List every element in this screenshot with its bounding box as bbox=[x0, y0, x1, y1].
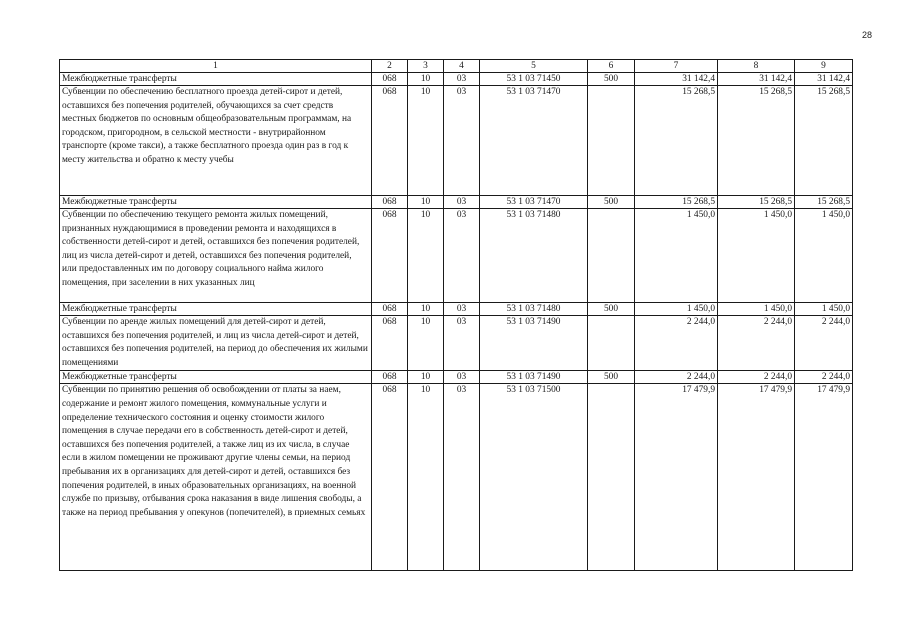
amount-col7: 17 479,9 bbox=[635, 384, 718, 571]
row-name: Субвенции по принятию решения об освобождении от платы за наем, содержание и ремонт жилого помещения, коммунальные услуги и определение технического состояния и оценку стоимости жилого помещения в случае передачи его в собственность детей-сирот и детей, оставшихся без попечения родителей, а также лиц из их числа, в случае если в жилом помещении не проживают другие члены семьи, на период пребывания их в организациях для детей-сирот и детей, оставшихся без попечения родителей, в иных образовательных организациях, на военной службе по призыву, отбывания срока наказания в виде лишения свободы, а также на период пребывания у опекунов (попечителей), в приемных семьях bbox=[60, 384, 372, 571]
row-name: Межбюджетные трансферты bbox=[60, 303, 372, 316]
amount-col9: 2 244,0 bbox=[795, 371, 853, 384]
subsection-code: 03 bbox=[444, 303, 480, 316]
expense-type bbox=[588, 384, 635, 571]
subsection-code: 03 bbox=[444, 384, 480, 571]
subsection-code: 03 bbox=[444, 316, 480, 371]
amount-col8: 31 142,4 bbox=[718, 73, 795, 86]
target-code: 53 1 03 71490 bbox=[480, 371, 588, 384]
subsection-code: 03 bbox=[444, 86, 480, 196]
subsection-code: 03 bbox=[444, 196, 480, 209]
amount-col9: 1 450,0 bbox=[795, 209, 853, 303]
target-code: 53 1 03 71470 bbox=[480, 86, 588, 196]
amount-col9: 17 479,9 bbox=[795, 384, 853, 571]
row-name: Субвенции по обеспечению бесплатного проезда детей-сирот и детей, оставшихся без попечения родителей, обучающихся за счет средств местных бюджетов по основным общеобразовательным программам, на городском, пригородном, в сельской местности - внутрирайонном транспорте (кроме такси), а также бесплатного проезда один раз в год к месту жительства и обратно к месту учебы bbox=[60, 86, 372, 196]
subsection-code: 03 bbox=[444, 73, 480, 86]
amount-col9: 2 244,0 bbox=[795, 316, 853, 371]
subsection-code: 03 bbox=[444, 209, 480, 303]
ministry-code: 068 bbox=[372, 196, 408, 209]
expense-type: 500 bbox=[588, 371, 635, 384]
section-code: 10 bbox=[408, 371, 444, 384]
header-cell: 3 bbox=[408, 60, 444, 73]
amount-col9: 31 142,4 bbox=[795, 73, 853, 86]
section-code: 10 bbox=[408, 196, 444, 209]
target-code: 53 1 03 71480 bbox=[480, 209, 588, 303]
section-code: 10 bbox=[408, 209, 444, 303]
table-row bbox=[60, 73, 853, 86]
amount-col8: 17 479,9 bbox=[718, 384, 795, 571]
ministry-code: 068 bbox=[372, 86, 408, 196]
amount-col7: 1 450,0 bbox=[635, 209, 718, 303]
amount-col7: 1 450,0 bbox=[635, 303, 718, 316]
section-code: 10 bbox=[408, 316, 444, 371]
amount-col9: 15 268,5 bbox=[795, 196, 853, 209]
subsection-code: 03 bbox=[444, 371, 480, 384]
header-cell: 7 bbox=[635, 60, 718, 73]
table-row bbox=[60, 209, 853, 303]
expense-type: 500 bbox=[588, 303, 635, 316]
header-cell: 9 bbox=[795, 60, 853, 73]
table-row bbox=[60, 303, 853, 316]
ministry-code: 068 bbox=[372, 209, 408, 303]
section-code: 10 bbox=[408, 303, 444, 316]
amount-col7: 31 142,4 bbox=[635, 73, 718, 86]
ministry-code: 068 bbox=[372, 73, 408, 86]
header-row bbox=[60, 60, 853, 73]
amount-col7: 15 268,5 bbox=[635, 86, 718, 196]
target-code: 53 1 03 71450 bbox=[480, 73, 588, 86]
row-name: Субвенции по аренде жилых помещений для детей-сирот и детей, оставшихся без попечения родителей, и лиц из числа детей-сирот и детей, оставшихся без попечения родителей, на период до обеспечения их жилыми помещениями bbox=[60, 316, 372, 371]
amount-col9: 15 268,5 bbox=[795, 86, 853, 196]
expense-type: 500 bbox=[588, 73, 635, 86]
header-cell: 6 bbox=[588, 60, 635, 73]
ministry-code: 068 bbox=[372, 371, 408, 384]
row-name: Межбюджетные трансферты bbox=[60, 73, 372, 86]
ministry-code: 068 bbox=[372, 384, 408, 571]
ministry-code: 068 bbox=[372, 303, 408, 316]
header-cell: 1 bbox=[60, 60, 372, 73]
page-number: 28 bbox=[862, 30, 873, 40]
expense-type bbox=[588, 316, 635, 371]
section-code: 10 bbox=[408, 86, 444, 196]
ministry-code: 068 bbox=[372, 316, 408, 371]
table-row bbox=[60, 86, 853, 196]
expense-type bbox=[588, 209, 635, 303]
amount-col8: 15 268,5 bbox=[718, 86, 795, 196]
section-code: 10 bbox=[408, 73, 444, 86]
amount-col8: 15 268,5 bbox=[718, 196, 795, 209]
section-code: 10 bbox=[408, 384, 444, 571]
amount-col8: 1 450,0 bbox=[718, 209, 795, 303]
amount-col8: 1 450,0 bbox=[718, 303, 795, 316]
row-name: Субвенции по обеспечению текущего ремонта жилых помещений, признанных нуждающимися в проведении ремонта и находящихся в собственности детей-сирот и детей, оставшихся без попечения родителей, лиц из числа детей-сирот и детей, оставшихся без попечения родителей, или предоставленных им по договору социального найма жилого помещения, при заселении в них указанных лиц bbox=[60, 209, 372, 303]
table-row bbox=[60, 384, 853, 571]
header-cell: 4 bbox=[444, 60, 480, 73]
amount-col8: 2 244,0 bbox=[718, 316, 795, 371]
amount-col7: 15 268,5 bbox=[635, 196, 718, 209]
row-name: Межбюджетные трансферты bbox=[60, 196, 372, 209]
expense-type: 500 bbox=[588, 196, 635, 209]
amount-col8: 2 244,0 bbox=[718, 371, 795, 384]
target-code: 53 1 03 71480 bbox=[480, 303, 588, 316]
row-name: Межбюджетные трансферты bbox=[60, 371, 372, 384]
header-cell: 5 bbox=[480, 60, 588, 73]
table-row bbox=[60, 371, 853, 384]
target-code: 53 1 03 71500 bbox=[480, 384, 588, 571]
expense-type bbox=[588, 86, 635, 196]
target-code: 53 1 03 71490 bbox=[480, 316, 588, 371]
table-row bbox=[60, 316, 853, 371]
amount-col7: 2 244,0 bbox=[635, 316, 718, 371]
amount-col7: 2 244,0 bbox=[635, 371, 718, 384]
table-row bbox=[60, 196, 853, 209]
header-cell: 2 bbox=[372, 60, 408, 73]
target-code: 53 1 03 71470 bbox=[480, 196, 588, 209]
header-cell: 8 bbox=[718, 60, 795, 73]
amount-col9: 1 450,0 bbox=[795, 303, 853, 316]
budget-table bbox=[59, 59, 853, 571]
